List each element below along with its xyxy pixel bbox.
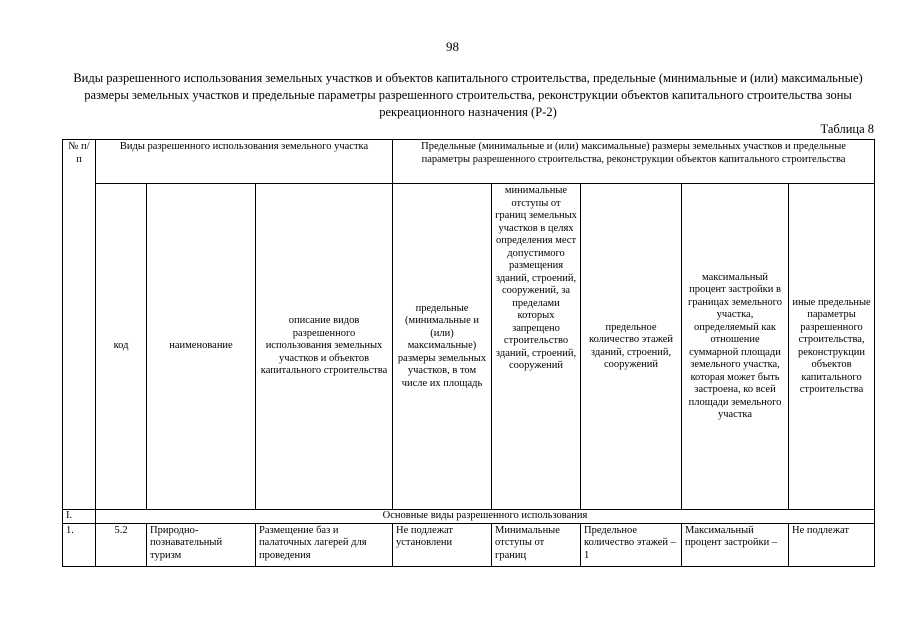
header-setbacks-cell: [492, 184, 581, 510]
row-description: Размещение баз и палаточных лагерей для проведения: [259, 524, 367, 561]
header-description: описание видов разрешенного использования земельных участков и объектов капитального строительства: [256, 184, 393, 510]
section-row: [63, 510, 875, 524]
row-setbacks: Минимальные отступы от границ: [495, 524, 560, 561]
header-other: иные предельные параметры разрешенного строительства, реконструкции объектов капитального строительства: [789, 184, 875, 510]
row-code: 5.2: [114, 524, 128, 536]
row-sizes: Не подлежат установлени: [396, 524, 453, 548]
row-num: 1.: [66, 524, 74, 536]
row-name: Природно-познавательный туризм: [150, 524, 223, 561]
row-name-cell: [147, 523, 256, 566]
header-setbacks: минимальные отступы от границ земельных участков в целях определения мест допустимого размещения зданий, строений, сооружений, за пределами которых запрещено строительство зданий, строений, сооружений: [495, 185, 577, 371]
page-number: 98: [446, 39, 459, 54]
row-floors: Предельное количество этажей – 1: [584, 524, 676, 561]
row-coverage: Максимальный процент застройки –: [685, 524, 778, 548]
row-coverage-cell: [682, 523, 789, 566]
row-code-cell: [96, 523, 147, 566]
header-group-params: Предельные (минимальные и (или) максимальные) размеры земельных участков и предельные параметры разрешенного строительства, реконструкции объектов капитального строительства: [393, 140, 875, 184]
table-label: Таблица 8: [820, 122, 874, 136]
header-row-1: [63, 140, 875, 184]
section-num: I.: [63, 510, 96, 524]
header-row-2: [63, 184, 875, 510]
row-setbacks-cell: [492, 523, 581, 566]
row-other-cell: [789, 523, 875, 566]
row-other: Не подлежат: [792, 524, 849, 536]
header-coverage: максимальный процент застройки в границах земельного участка, определяемый как отношение суммарной площади земельного участка, которая может быть застроена, ко всей площади земельного участка: [682, 184, 789, 510]
header-num: № п/п: [63, 140, 96, 510]
row-num-cell: [63, 523, 96, 566]
row-floors-cell: [581, 523, 682, 566]
header-floors: предельное количество этажей зданий, строений, сооружений: [581, 184, 682, 510]
document-title: Виды разрешенного использования земельных участков и объектов капитального строительства, предельные (минимальные и (или) максимальные) размеры земельных участков и предельные параметры разрешенного строительства, реконструкции объектов капитального строительства зоны рекреационного назначения (Р-2): [73, 71, 863, 119]
header-group-types: Виды разрешенного использования земельного участка: [96, 140, 393, 184]
row-sizes-cell: [393, 523, 492, 566]
row-description-cell: [256, 523, 393, 566]
header-name: наименование: [147, 184, 256, 510]
section-label: Основные виды разрешенного использования: [96, 510, 875, 524]
header-sizes: предельные (минимальные и (или) максимальные) размеры земельных участков, в том числе их площадь: [393, 184, 492, 510]
header-code: код: [96, 184, 147, 510]
table-row: [63, 523, 875, 566]
zoning-table: [62, 139, 875, 567]
